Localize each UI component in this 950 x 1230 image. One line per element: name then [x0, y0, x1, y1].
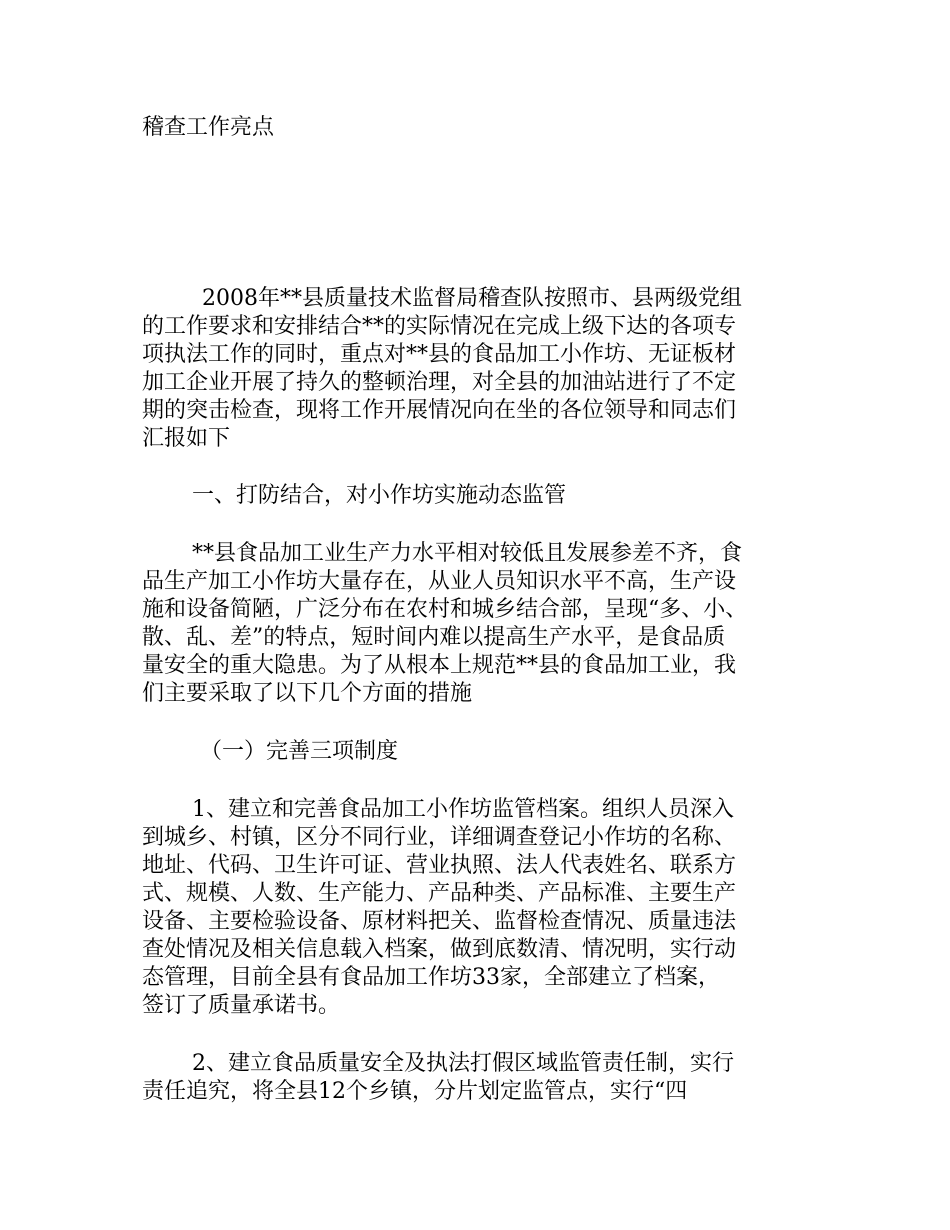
paragraph-line: 加工企业开展了持久的整顿治理，对全县的加油站进行了不定	[142, 370, 737, 395]
paragraph-line: 2008年**县质量技术监督局稽查队按照市、县两级党组	[202, 286, 742, 311]
paragraph-line: 2、建立食品质量安全及执法打假区域监管责任制，实行	[192, 1051, 734, 1076]
subsection-heading-text: （一）完善三项制度	[200, 739, 399, 764]
document-title: 稽查工作亮点	[142, 115, 275, 140]
paragraph-line: 项执法工作的同时，重点对**县的食品加工小作坊、无证板材	[142, 342, 737, 367]
paragraph-line: 到城乡、村镇，区分不同行业，详细调查登记小作坊的名称、	[142, 825, 737, 850]
paragraph-line: **县食品加工业生产力水平相对较低且发展参差不齐，食	[192, 541, 743, 566]
paragraph-line: 施和设备简陋，广泛分布在农村和城乡结合部，呈现“多、小、	[142, 597, 748, 622]
paragraph-line: 查处情况及相关信息载入档案，做到底数清、情况明，实行动	[142, 937, 737, 962]
paragraph-line: 品生产加工小作坊大量存在，从业人员知识水平不高，生产设	[142, 569, 737, 594]
intro-paragraph	[142, 285, 832, 453]
section1-paragraph	[142, 540, 832, 708]
paragraph-line: 态管理，目前全县有食品加工作坊33家，全部建立了档案，	[142, 965, 720, 990]
paragraph-line: 们主要采取了以下几个方面的措施	[142, 681, 473, 706]
paragraph-line: 签订了质量承诺书。	[142, 993, 341, 1018]
section-heading	[142, 482, 832, 510]
paragraph-line: 量安全的重大隐患。为了从根本上规范**县的食品加工业，我	[142, 653, 737, 678]
paragraph-line: 散、乱、差”的特点，短时间内难以提高生产水平，是食品质	[142, 625, 726, 650]
item2-paragraph	[142, 1050, 832, 1106]
paragraph-line: 式、规模、人数、生产能力、产品种类、产品标准、主要生产	[142, 881, 737, 906]
paragraph-line: 汇报如下	[142, 426, 231, 451]
paragraph-line: 的工作要求和安排结合**的实际情况在完成上级下达的各项专	[142, 314, 737, 339]
paragraph-line: 设备、主要检验设备、原材料把关、监督检查情况、质量违法	[142, 909, 737, 934]
subsection-heading	[142, 738, 832, 766]
paragraph-line: 责任追究，将全县12个乡镇，分片划定监管点，实行“四	[142, 1079, 688, 1104]
paragraph-line: 期的突击检查，现将工作开展情况向在坐的各位领导和同志们	[142, 398, 737, 423]
item1-paragraph	[142, 796, 832, 1020]
paragraph-line: 地址、代码、卫生许可证、营业执照、法人代表姓名、联系方	[142, 853, 737, 878]
paragraph-line: 1、建立和完善食品加工小作坊监管档案。组织人员深入	[192, 797, 734, 822]
section-heading-text: 一、打防结合，对小作坊实施动态监管	[192, 483, 567, 508]
